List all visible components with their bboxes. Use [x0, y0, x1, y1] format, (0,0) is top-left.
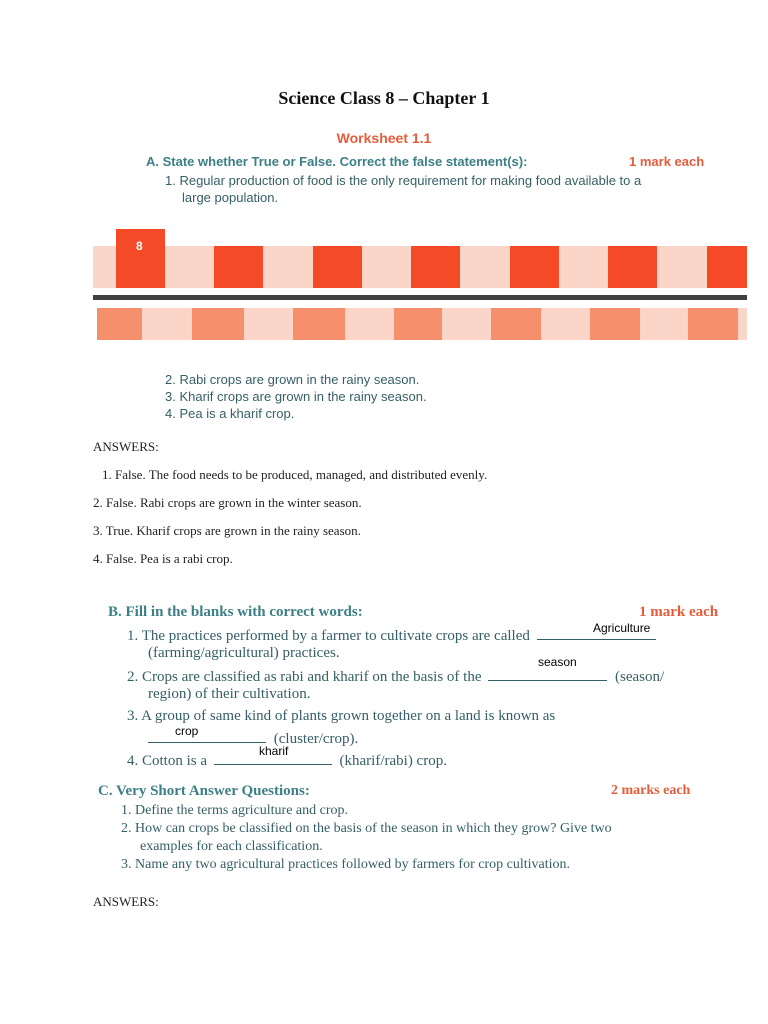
- section-a-q1-line1: 1. Regular production of food is the only requirement for making food available to a: [165, 173, 642, 188]
- section-a-q4: 4. Pea is a kharif crop.: [165, 406, 295, 421]
- section-b-q2-after: (season/: [614, 669, 665, 685]
- banner-divider-line: [93, 295, 747, 300]
- section-b-q2: [127, 666, 664, 686]
- section-c-heading: C. Very Short Answer Questions:: [98, 783, 310, 799]
- blank-q3[interactable]: [148, 728, 266, 743]
- banner-square: [97, 308, 142, 340]
- answers-c-label: ANSWERS:: [93, 894, 159, 909]
- banner-square: [608, 246, 657, 288]
- section-a-marks: 1 mark each: [629, 154, 705, 169]
- banner-square: [510, 246, 559, 288]
- answer-a1: 1. False. The food needs to be produced, managed, and distributed evenly.: [102, 467, 488, 482]
- section-a-q1-line2: large population.: [182, 190, 279, 205]
- fill-answer-q4: kharif: [259, 744, 289, 758]
- banner-square: [688, 308, 738, 340]
- section-b-marks: 1 mark each: [639, 604, 719, 620]
- section-a-q2: 2. Rabi crops are grown in the rainy season.: [165, 372, 420, 387]
- banner-square: [411, 246, 460, 288]
- answer-a4: 4. False. Pea is a rabi crop.: [93, 551, 233, 566]
- banner-square: [590, 308, 640, 340]
- section-b-heading: B. Fill in the blanks with correct words:: [108, 604, 363, 620]
- worksheet-title: Worksheet 1.1: [336, 130, 432, 146]
- fill-answer-q3: crop: [175, 724, 199, 738]
- chapter-badge-number: 8: [136, 239, 143, 253]
- answer-a3: 3. True. Kharif crops are grown in the rainy season.: [93, 523, 361, 538]
- section-c-q2-line2: examples for each classification.: [140, 839, 323, 854]
- fill-answer-q1: Agriculture: [593, 621, 651, 635]
- section-c-q2-line1: 2. How can crops be classified on the basis of the season in which they grow? Give two: [121, 821, 612, 836]
- answer-a2: 2. False. Rabi crops are grown in the winter season.: [93, 495, 362, 510]
- section-c-q1: 1. Define the terms agriculture and crop.: [121, 803, 349, 818]
- section-a-q3: 3. Kharif crops are grown in the rainy season.: [165, 389, 427, 404]
- banner-square: [707, 246, 747, 288]
- fill-answer-q2: season: [538, 655, 577, 669]
- section-b-q1-line2: (farming/agricultural) practices.: [148, 645, 340, 661]
- section-c-q3: 3. Name any two agricultural practices followed by farmers for crop cultivation.: [121, 857, 571, 872]
- banner-square: [214, 246, 263, 288]
- section-b-q1-text: 1. The practices performed by a farmer to cultivate crops are called: [127, 628, 530, 644]
- section-b-q4-text: 4. Cotton is a: [127, 753, 208, 769]
- section-b-q2-text: 2. Crops are classified as rabi and kharif on the basis of the: [127, 669, 482, 685]
- section-b-q3-after: (cluster/crop).: [273, 731, 359, 747]
- document-title: Science Class 8 – Chapter 1: [278, 88, 490, 108]
- section-b-q3: 3. A group of same kind of plants grown together on a land is known as: [127, 708, 556, 724]
- banner-square: [313, 246, 362, 288]
- banner-square: [293, 308, 345, 340]
- answers-a-label: ANSWERS:: [93, 439, 159, 454]
- banner-square: [491, 308, 541, 340]
- banner-square: [394, 308, 442, 340]
- section-c-marks: 2 marks each: [611, 783, 691, 798]
- section-a-heading: A. State whether True or False. Correct the false statement(s):: [146, 154, 528, 169]
- chapter-badge: [116, 229, 165, 288]
- section-b-q4-after: (kharif/rabi) crop.: [339, 753, 447, 769]
- section-b-q1: [127, 625, 656, 645]
- banner-square: [192, 308, 244, 340]
- section-b-q2-line2: region) of their cultivation.: [148, 686, 311, 702]
